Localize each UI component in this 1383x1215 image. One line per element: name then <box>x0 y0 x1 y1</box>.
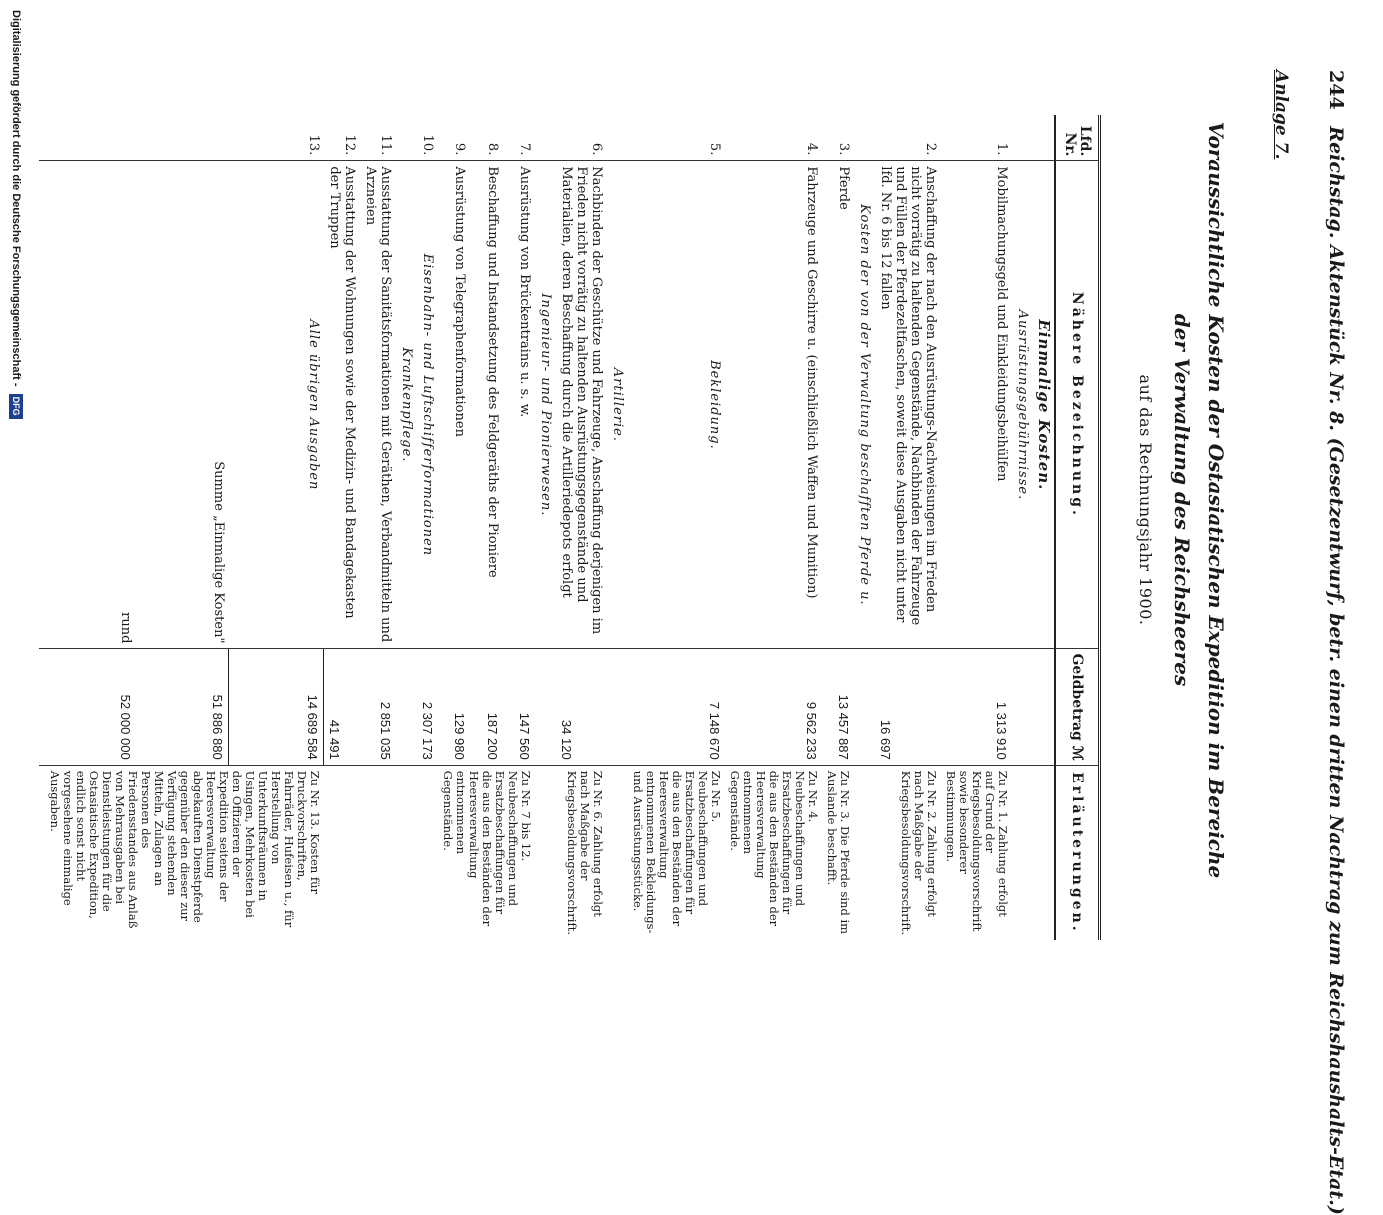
header-notes: Erläuterungen. <box>1055 765 1100 940</box>
row-amount: 2 307 173 <box>417 649 438 765</box>
rund-value: 52 000 000 <box>45 649 136 765</box>
section-row <box>535 115 556 940</box>
section-title: Bekleidung. <box>628 161 725 649</box>
row-description: Nachbinden der Geschütze und Fahrzeuge, Anschaffung derjenigen im Frieden nicht vorrätig zu haltenden Ausrüstungsgegenstände und Materialien, deren Beschaffung durch die Artilleriedepots erfolgt <box>556 161 607 649</box>
section-row <box>396 115 417 940</box>
section-row <box>1012 115 1033 940</box>
running-header <box>1325 70 1347 1215</box>
row-description: Anschaffung der nach den Ausrüstungs-Nachweisungen im Frieden nicht vorrätig zu haltenden Gegenstände, Nachbinden der Fahrzeuge und Füllen der Pferdezeltfaschen, soweit diese Ausgaben nicht unter lfd. Nr. 6 bis 12 fallen <box>875 161 941 649</box>
row-amount: 34 120 <box>556 649 607 765</box>
row-note: Zu Nr. 6. Zahlung erfolgt nach Maßgabe der Kriegsbesoldungsvorschrift. <box>565 770 605 936</box>
row-nr: 9. <box>438 115 470 161</box>
row-description: Pferde <box>822 161 854 649</box>
row-amount: 1 313 910 <box>941 649 1012 765</box>
row-amount: 7 148 670 <box>628 649 725 765</box>
table-row <box>628 115 725 940</box>
section-title: Krankenpflege. <box>396 161 417 649</box>
cost-table <box>39 115 1101 940</box>
row-description: Ausstattung der Wohnungen sowie der Medizin- und Bandagekasten der Truppen <box>324 161 360 649</box>
row-note: Zu Nr. 7 bis 12. Neubeschaffungen und Ersatzbeschaffungen für die aus den Beständen der Heeresverwaltung entnommenen Gegenstände. <box>441 770 533 927</box>
row-description: Mobilmachungsgeld und Einkleidungsbeihülfen <box>941 161 1012 649</box>
row-nr: 13. <box>229 115 324 161</box>
header-nr: Lfd. Nr. <box>1055 115 1100 161</box>
header-description: Nähere Bezeichnung. <box>1055 161 1100 649</box>
rund-label: rund <box>45 161 136 649</box>
table-row <box>324 115 360 940</box>
dfg-logo: DFG <box>9 394 23 419</box>
section-title: Kosten der von der Verwaltung beschafften Pferde u. <box>854 161 875 649</box>
table-header-row <box>1055 115 1100 940</box>
row-nr: 1. <box>941 115 1012 161</box>
section-title: Ausrüstungsgebührnisse. <box>1012 161 1033 649</box>
section-title: Eisenbahn- und Luftschifferformationen <box>417 161 438 649</box>
row-description: Fahrzeuge und Geschirre u. (einschließlich Waffen und Munition) <box>725 161 822 649</box>
row-description: Ausstattung der Sanitätsformationen mit Geräthen, Verbandmitteln und Arzneien <box>360 161 396 649</box>
row-amount: 41 491 <box>324 649 360 765</box>
table-row <box>417 115 438 940</box>
sum-label: Summe „Einmalige Kosten" <box>136 161 229 649</box>
digitization-footer <box>4 0 28 1010</box>
row-nr: 3. <box>822 115 854 161</box>
row-note: Zu Nr. 1. Zahlung erfolgt auf Grund der Kriegsbesoldungsvorschrift sowie besonderer Bestimmungen. <box>944 770 1010 932</box>
table-row <box>941 115 1012 940</box>
row-nr: 10. <box>417 115 438 161</box>
table-row <box>822 115 854 940</box>
row-note: Zu Nr. 13. Kosten für Druckvorschriften, Fahrräder, Hufeisen u., für Herstellung von Unterkunftsräumen in Usingen, Mehrkosten bei den Offizieren der Expedition seitens der Heeresverwaltung abgekauften Dienstpferde gegenüber den dieser zur Verfügung stehenden Mitteln, Zulagen an Personen des Friedensstandes aus Anlaß von Mehrausgaben bei Dienstleistungen für die Ostasiatische Expedition, endlich sonst nicht vorgesehene einmalige Ausgaben. <box>48 770 322 929</box>
row-note: Zu Nr. 2. Zahlung erfolgt nach Maßgabe der Kriegsbesoldungsvorschrift. <box>899 770 939 936</box>
row-nr: 8. <box>470 115 502 161</box>
row-description: Ausrüstung von Brückentrains u. s. w. <box>503 161 535 649</box>
row-nr: 2. <box>875 115 941 161</box>
table-row <box>725 115 822 940</box>
row-note: Zu Nr. 3. Die Pferde sind im Auslande beschafft. <box>825 770 852 935</box>
section-title: Alle übrigen Ausgaben <box>229 161 324 649</box>
section-title: Ingenieur- und Pionierwesen. <box>535 161 556 649</box>
row-nr: 5. <box>628 115 725 161</box>
section-row <box>1033 115 1055 940</box>
footer-text: Digitalisierung gefördert durch die Deutsche Forschungsgemeinschaft - <box>10 10 22 387</box>
row-amount: 14 689 584 <box>229 649 324 765</box>
table-row <box>360 115 396 940</box>
row-nr: 12. <box>324 115 360 161</box>
document-title: Voraussichtliche Kosten der Ostasiatischen Expedition im Bereiche der Verwaltung des Reichsheeres <box>1170 121 1228 879</box>
row-amount: 129 980 <box>438 649 470 765</box>
section-title: Artillerie. <box>607 161 628 649</box>
row-amount: 9 562 233 <box>725 649 822 765</box>
header-amount: Geldbetrag ℳ <box>1055 649 1100 765</box>
row-amount: 13 457 887 <box>822 649 854 765</box>
row-nr: 7. <box>503 115 535 161</box>
row-amount: 16 697 <box>875 649 941 765</box>
annex-label: Anlage 7. <box>1271 70 1291 160</box>
table-row <box>875 115 941 940</box>
row-description: Beschaffung und Instandsetzung des Feldgeräths der Pioniere <box>470 161 502 649</box>
row-amount: 147 560 <box>503 649 535 765</box>
running-title: Reichstag. Aktenstück Nr. 8. (Gesetzentwurf, betr. einen dritten Nachtrag zum Reichshaushalts-Etat.) <box>1325 126 1347 1215</box>
table-row <box>556 115 607 940</box>
section-row <box>607 115 628 940</box>
document-subtitle: auf das Rechnungsjahr 1900. <box>1136 374 1155 626</box>
row-nr: 4. <box>725 115 822 161</box>
row-description: Ausrüstung von Telegraphenformationen <box>438 161 470 649</box>
section-title-main: Einmalige Kosten. <box>1033 161 1055 649</box>
row-note: Zu Nr. 5. Neubeschaffungen und Ersatzbeschaffungen für die aus den Beständen der Heeresverwaltung entnommenen Bekleidungs- und Ausrüstungsstücke. <box>631 770 723 934</box>
page-number: 244 <box>1325 70 1347 110</box>
sum-value: 51 886 880 <box>136 649 229 765</box>
row-note: Zu Nr. 4. Neubeschaffungen und Ersatzbeschaffungen für die aus den Beständen der Heeresverwaltung entnommenen Gegenstände. <box>728 770 820 927</box>
table-row <box>229 115 324 940</box>
row-nr: 6. <box>556 115 607 161</box>
row-amount: 187 200 <box>470 649 502 765</box>
section-row <box>854 115 875 940</box>
table-row <box>503 115 535 940</box>
row-nr: 11. <box>360 115 396 161</box>
row-amount: 2 851 035 <box>360 649 396 765</box>
